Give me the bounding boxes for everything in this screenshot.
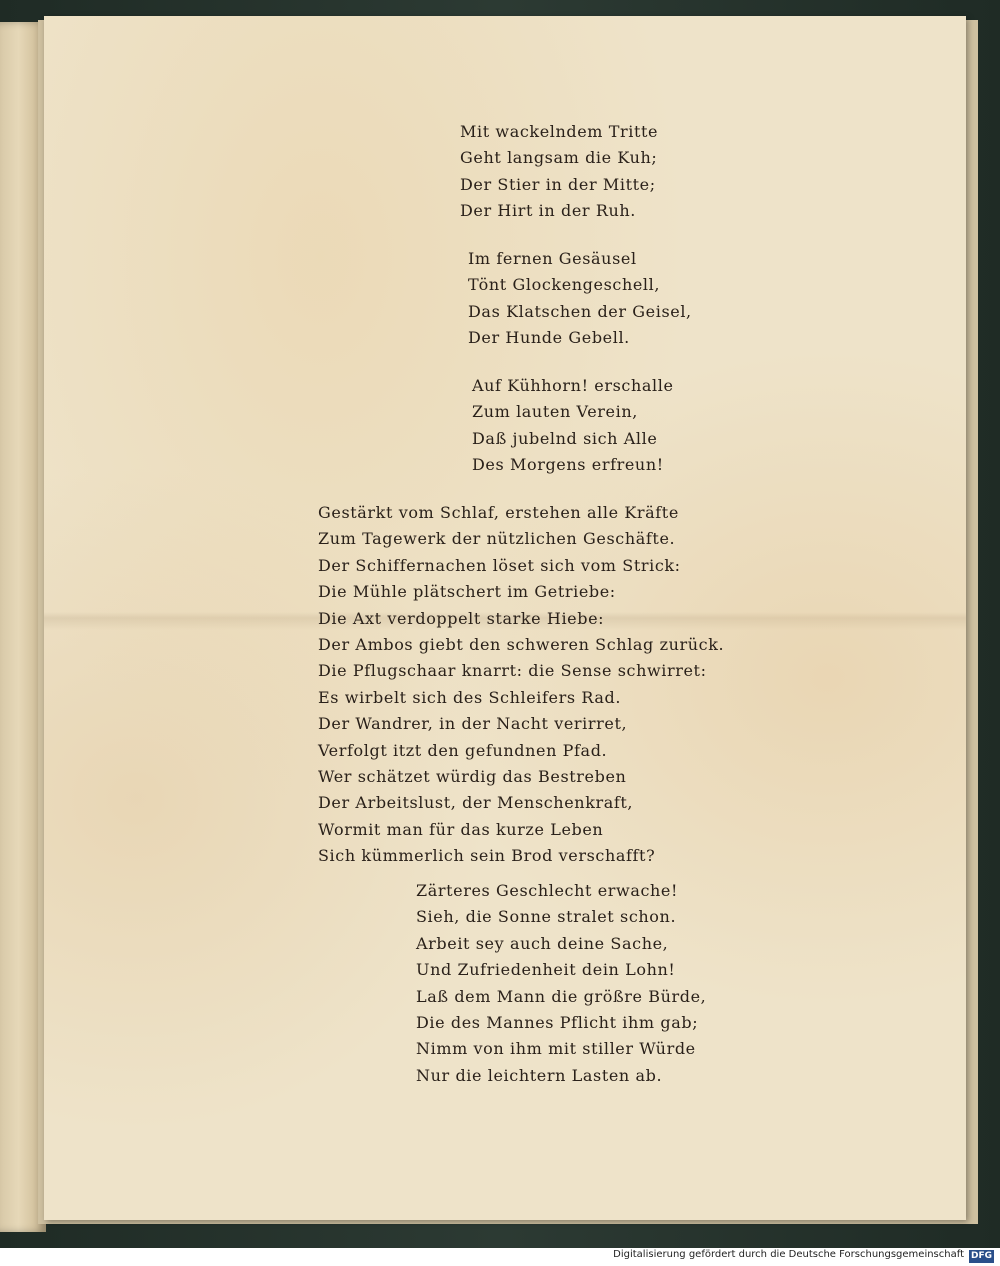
book-page [44, 16, 966, 1220]
poem-line: Der Schiffernachen löset sich vom Strick: [318, 555, 681, 575]
poem-line: Laß dem Mann die größre Bürde, [416, 986, 707, 1006]
stanza-3 [472, 373, 674, 479]
stanza-5 [416, 878, 706, 1089]
stanza-1 [460, 119, 658, 225]
poem-line: Die Mühle plätschert im Getriebe: [318, 582, 616, 602]
poem-line: Arbeit sey auch deine Sache, [416, 933, 669, 953]
dfg-logo: DFG [970, 1251, 992, 1261]
stanza-4 [318, 500, 724, 869]
poem-line: Mit wackelndem Tritte [460, 122, 659, 141]
poem-line: Gestärkt vom Schlaf, erstehen alle Kräfte [318, 503, 679, 522]
footer-bar [0, 1248, 1000, 1266]
poem-line: Das Klatschen der Geisel, [468, 301, 692, 321]
poem-line: Des Morgens erfreun! [472, 455, 664, 475]
poem-line: Der Hunde Gebell. [468, 328, 630, 348]
poem-line: Der Stier in der Mitte; [460, 174, 656, 194]
poem-line: Sieh, die Sonne stralet schon. [416, 907, 677, 927]
poem-line: Die Axt verdoppelt starke Hiebe: [318, 608, 605, 628]
poem-line: Die Pflugschaar knarrt: die Sense schwirret: [318, 661, 707, 681]
poem-line: Und Zufriedenheit dein Lohn! [416, 960, 676, 980]
poem-line: Die des Mannes Pflicht ihm gab; [416, 1012, 699, 1032]
poem-line: Der Wandrer, in der Nacht verirret, [318, 714, 628, 734]
poem-line: Der Hirt in der Ruh. [460, 201, 636, 221]
poem-line: Im fernen Gesäusel [468, 249, 637, 268]
poem-line: Zärteres Geschlecht erwache! [416, 881, 679, 900]
poem-line: Tönt Glockengeschell, [468, 275, 661, 295]
poem-line: Nur die leichtern Lasten ab. [416, 1065, 663, 1085]
poem-line: Sich kümmerlich sein Brod verschafft? [318, 846, 656, 866]
poem-line: Verfolgt itzt den gefundnen Pfad. [318, 740, 608, 760]
poem-line: Daß jubelnd sich Alle [472, 428, 658, 448]
poem-line: Der Ambos giebt den schweren Schlag zurück. [318, 634, 725, 654]
poem-line: Auf Kühhorn! erschalle [472, 376, 674, 395]
stanza-2 [468, 246, 692, 352]
poem-line: Nimm von ihm mit stiller Würde [416, 1039, 696, 1059]
poem-line: Wormit man für das kurze Leben [318, 819, 604, 839]
poem-line: Zum lauten Verein, [472, 402, 638, 422]
poem-line: Wer schätzet würdig das Bestreben [318, 766, 627, 786]
poem-line: Zum Tagewerk der nützlichen Geschäfte. [318, 529, 676, 549]
poem-line: Geht langsam die Kuh; [460, 148, 658, 168]
footer-credit: Digitalisierung gefördert durch die Deutsche Forschungsgemeinschaft [613, 1249, 964, 1260]
poem-line: Der Arbeitslust, der Menschenkraft, [318, 793, 634, 813]
poem-line: Es wirbelt sich des Schleifers Rad. [318, 687, 622, 707]
